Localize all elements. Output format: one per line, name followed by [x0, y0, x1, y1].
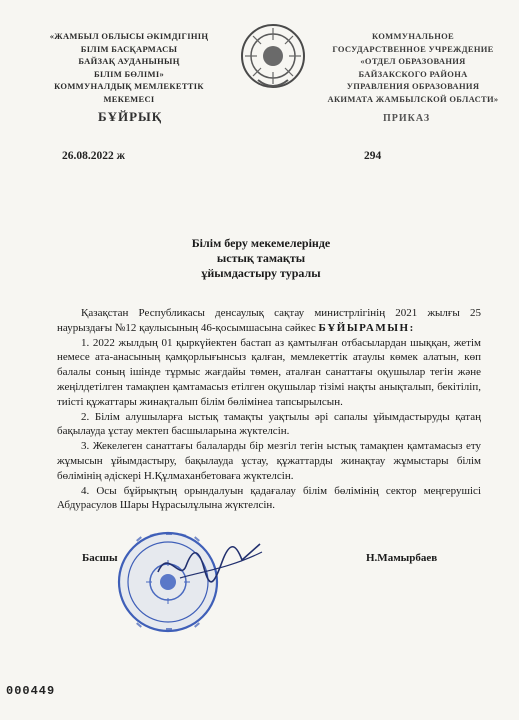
order-keyword: БҰЙЫРАМЫН: — [318, 321, 415, 334]
preamble-paragraph — [57, 306, 481, 336]
clause-1: 1. 2022 жылдың 01 қыркүйектен бастап аз қамтылған отбасылардан шыққан, жетім немесе ата-анасының қамқорлығынсыз қалған, мемлекеттік атаулы көмек алатын, көп балалы соның ішінде тұрмыс жағдайы төмен, аталған санаттағы оқушылар тегін және жеңілдетілген тамақпен қамтамасыз етілген оқушылар тізімі нақты анықталып, бекітіліп, тиісті құжаттары жинақталып білім бөлімінеа тапсырылсын. — [57, 336, 481, 408]
header-left-line: КОММУНАЛДЫҚ МЕМЛЕКЕТТІК — [54, 81, 204, 91]
title-line: ұйымдастыру туралы — [201, 266, 321, 280]
header-left-line: МЕКЕМЕСІ — [103, 93, 155, 104]
clause-2: 2. Білім алушыларға ыстық тамақты уақтылы әрі сапалы ұйымдастыруды қатаң бақылауда ұстау мектеп басшыларына жүктелсін. — [57, 410, 481, 438]
header-left-line: БІЛІМ БАСҚАРМАСЫ — [80, 43, 178, 54]
header-right-line: «ОТДЕЛ ОБРАЗОВАНИЯ — [360, 56, 466, 66]
header-right-line: УПРАВЛЕНИЯ ОБРАЗОВАНИЯ — [346, 81, 480, 91]
header-left-line: БАЙЗАҚ АУДАНЫНЫҢ — [78, 56, 180, 66]
header-right-line: ГОСУДАРСТВЕННОЕ УЧРЕЖДЕНИЕ — [332, 43, 494, 54]
signatory-role: Басшы — [82, 552, 118, 564]
header-left-line: БІЛІМ БӨЛІМІ» — [93, 68, 165, 79]
order-title — [150, 236, 372, 281]
header-right-line: КОММУНАЛЬНОЕ — [371, 31, 455, 41]
doc-type-kazakh: БҰЙРЫҚ — [98, 109, 163, 124]
order-number: 294 — [364, 150, 382, 162]
header-right-line: БАЙЗАКСКОГО РАЙОНА — [358, 68, 468, 79]
form-serial-number: 000449 — [6, 684, 56, 698]
header-right-line: АКИМАТА ЖАМБЫЛСКОЙ ОБЛАСТИ» — [327, 93, 499, 104]
signatory-name: Н.Мамырбаев — [366, 552, 438, 564]
clause-4: 4. Осы бұйрықтың орындалуын қадағалау білім бөлімінің сектор меңгерушісі Абдурасулов Шары Нұрасылұлына жүктелсін. — [57, 484, 481, 512]
state-emblem-icon — [238, 20, 308, 94]
handwritten-signature-icon — [150, 538, 270, 596]
clause-3: 3. Жекелеген санаттағы балаларды бір мезгіл тегін ыстық тамақпен қамтамасыз ету жұмысын ұйымдастыру, бақылауда ұстау, құжаттарды жинақтау жұмыстары білім бөлімінің әдіскері Н.Құлмаханбетоваға жүктелсін. — [57, 440, 481, 482]
doc-type-russian: ПРИКАЗ — [383, 113, 431, 124]
header-right-russian — [318, 30, 508, 105]
title-line: Білім беру мекемелерінде — [191, 236, 331, 250]
header-left-kazakh — [40, 30, 218, 105]
order-body — [57, 306, 481, 513]
header-left-line: «ЖАМБЫЛ ОБЛЫСЫ ӘКІМДІГІНІҢ — [49, 31, 209, 41]
title-line: ыстық тамақты — [216, 251, 306, 265]
order-date: 26.08.2022 ж — [62, 150, 125, 162]
preamble-text: Қазақстан Республикасы денсаулық сақтау министрлігінің 2021 жылғы 25 наурыздағы №12 қаулысының 46-қосымшасына сәйкес — [57, 307, 481, 334]
